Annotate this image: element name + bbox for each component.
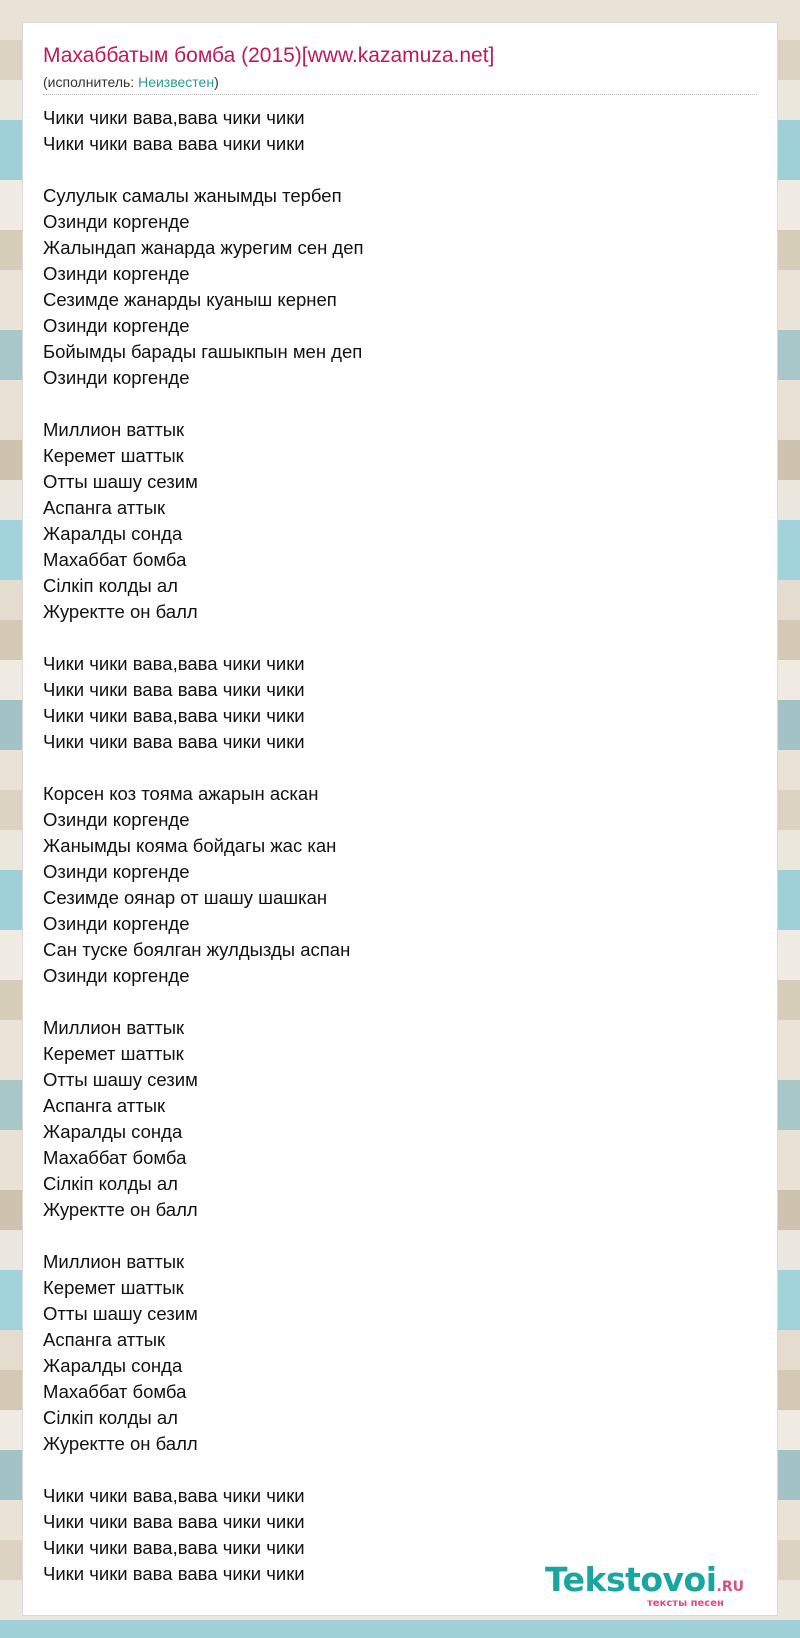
lyric-line: Озинди коргенде (43, 965, 190, 986)
artist-suffix: ) (214, 74, 219, 90)
lyric-line: Сулулык самалы жанымды тербеп (43, 185, 342, 206)
lyric-line: Чики чики вава вава чики чики (43, 731, 305, 752)
lyric-line: Жалындап жанарда журегим сен деп (43, 237, 364, 258)
lyric-line: Журектте он балл (43, 1199, 198, 1220)
lyrics-stanza (43, 183, 757, 391)
lyric-line: Чики чики вава вава чики чики (43, 1511, 305, 1532)
site-logo[interactable] (545, 1560, 744, 1599)
lyric-line: Сезимде оянар от шашу шашкан (43, 887, 328, 908)
lyric-line: Чики чики вава,вава чики чики (43, 107, 305, 128)
lyric-line: Жаралды сонда (43, 1355, 183, 1376)
lyric-line: Миллион ваттык (43, 1017, 185, 1038)
lyric-line: Жанымды кояма бойдагы жас кан (43, 835, 337, 856)
lyric-line: Чики чики вава,вава чики чики (43, 1537, 305, 1558)
lyric-line: Сан туске боялган жулдызды аспан (43, 939, 351, 960)
lyrics-page (22, 22, 778, 1616)
lyric-line: Сілкіп колды ал (43, 575, 178, 596)
lyric-line: Корсен коз тояма ажарын аскан (43, 783, 319, 804)
artist-prefix: (исполнитель: (43, 74, 139, 90)
lyrics-stanza (43, 781, 757, 989)
lyric-line: Аспанга аттык (43, 1329, 166, 1350)
logo-tagline: тексты песен (647, 1598, 724, 1609)
lyric-line: Журектте он балл (43, 601, 198, 622)
lyric-line: Бойымды барады гашыкпын мен деп (43, 341, 363, 362)
lyric-line: Махаббат бомба (43, 1381, 187, 1402)
lyric-line: Отты шашу сезим (43, 471, 198, 492)
lyric-line: Миллион ваттык (43, 1251, 185, 1272)
lyric-line: Аспанга аттык (43, 497, 166, 518)
lyrics-stanza (43, 1249, 757, 1457)
lyric-line: Махаббат бомба (43, 549, 187, 570)
song-title: Махаббатым бомба (2015)[www.kazamuza.net] (43, 44, 495, 67)
lyric-line: Отты шашу сезим (43, 1069, 198, 1090)
lyric-line: Чики чики вава вава чики чики (43, 679, 305, 700)
lyric-line: Керемет шаттык (43, 1043, 184, 1064)
lyrics-stanza (43, 1015, 757, 1223)
lyric-line: Озинди коргенде (43, 913, 190, 934)
lyric-line: Сілкіп колды ал (43, 1173, 178, 1194)
logo-name: Tekstovoi (545, 1560, 717, 1599)
lyric-line: Керемет шаттык (43, 1277, 184, 1298)
lyric-line: Чики чики вава вава чики чики (43, 1563, 305, 1584)
lyric-line: Сезимде жанарды куаныш кернеп (43, 289, 337, 310)
lyric-line: Чики чики вава,вава чики чики (43, 1485, 305, 1506)
lyric-line: Миллион ваттык (43, 419, 185, 440)
lyric-line: Озинди коргенде (43, 809, 190, 830)
lyric-line: Чики чики вава,вава чики чики (43, 653, 305, 674)
lyric-line: Озинди коргенде (43, 861, 190, 882)
lyric-line: Махаббат бомба (43, 1147, 187, 1168)
lyric-line: Журектте он балл (43, 1433, 198, 1454)
artist-byline (43, 74, 219, 90)
lyric-line: Чики чики вава вава чики чики (43, 133, 305, 154)
lyric-line: Аспанга аттык (43, 1095, 166, 1116)
lyric-line: Керемет шаттык (43, 445, 184, 466)
lyric-line: Жаралды сонда (43, 1121, 183, 1142)
lyrics-stanza (43, 105, 757, 157)
lyric-line: Отты шашу сезим (43, 1303, 198, 1324)
lyrics-stanza (43, 651, 757, 755)
title-divider (43, 94, 757, 95)
lyric-line: Сілкіп колды ал (43, 1407, 178, 1428)
lyrics-stanza (43, 417, 757, 625)
lyrics-body (43, 105, 757, 1613)
logo-tld: .RU (716, 1579, 745, 1595)
lyric-line: Озинди коргенде (43, 211, 190, 232)
lyric-line: Озинди коргенде (43, 315, 190, 336)
lyric-line: Озинди коргенде (43, 367, 190, 388)
lyric-line: Озинди коргенде (43, 263, 190, 284)
lyric-line: Жаралды сонда (43, 523, 183, 544)
lyric-line: Чики чики вава,вава чики чики (43, 705, 305, 726)
artist-link[interactable]: Неизвестен (138, 74, 215, 90)
